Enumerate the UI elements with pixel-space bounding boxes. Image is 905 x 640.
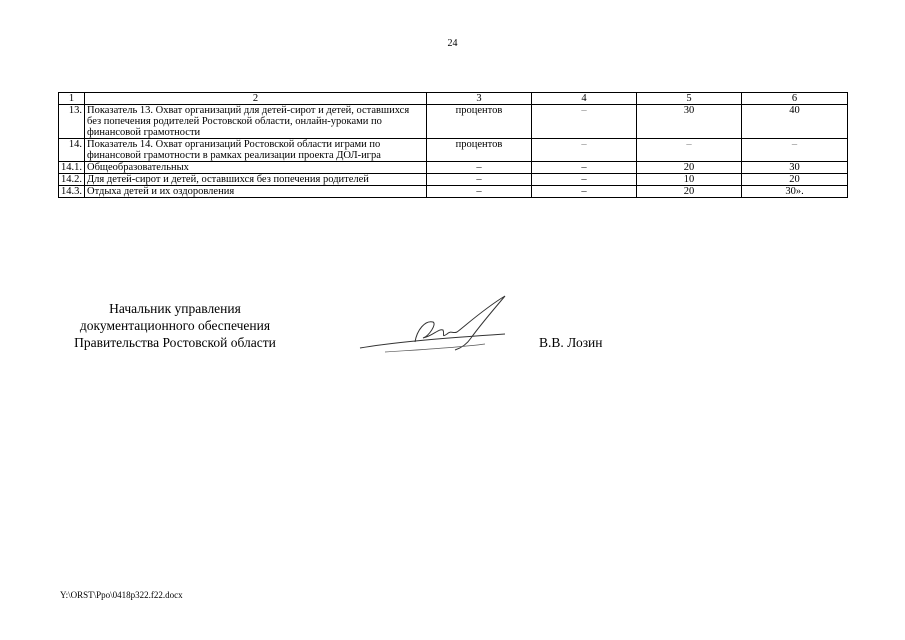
signer-title (40, 300, 310, 351)
unit-cell: – (427, 162, 532, 174)
value-cell: – (742, 139, 848, 162)
signer-name: В.В. Лозин (539, 335, 603, 350)
table-header-row (59, 93, 848, 105)
row-number: 13. (59, 105, 85, 139)
signer-title-line: Начальник управления (109, 301, 241, 316)
value-cell: – (532, 186, 637, 198)
page-number: 24 (447, 38, 458, 49)
unit-cell: – (427, 186, 532, 198)
indicators-table (58, 92, 848, 198)
column-header: 3 (427, 93, 532, 105)
column-header: 6 (742, 93, 848, 105)
signer-title-line: документационного обеспечения (79, 318, 271, 333)
value-cell: 40 (742, 105, 848, 139)
column-header: 4 (532, 93, 637, 105)
value-cell: 20 (742, 174, 848, 186)
indicator-name: Показатель 14. Охват организаций Ростовской области играми по финансовой грамотности в рамках реализации проекта ДОЛ-игра (85, 139, 427, 162)
value-cell: – (532, 139, 637, 162)
value-cell: 20 (637, 162, 742, 174)
column-header: 1 (59, 93, 85, 105)
column-header: 2 (85, 93, 427, 105)
signer-title-line: Правительства Ростовской области (74, 335, 276, 350)
unit-cell: процентов (427, 105, 532, 139)
indicator-name: Для детей-сирот и детей, оставшихся без попечения родителей (85, 174, 427, 186)
value-cell: 30». (742, 186, 848, 198)
value-cell: – (532, 174, 637, 186)
row-number: 14.3. (59, 186, 85, 198)
value-cell: 20 (637, 186, 742, 198)
table-row (59, 174, 848, 186)
table-row (59, 139, 848, 162)
table-row (59, 162, 848, 174)
table-row (59, 186, 848, 198)
indicator-name: Отдыха детей и их оздоровления (85, 186, 427, 198)
unit-cell: – (427, 174, 532, 186)
row-number: 14.2. (59, 174, 85, 186)
value-cell: – (532, 162, 637, 174)
row-number: 14. (59, 139, 85, 162)
value-cell: 10 (637, 174, 742, 186)
indicator-name: Показатель 13. Охват организаций для детей-сирот и детей, оставшихся без попечения родителей Ростовской области, онлайн-уроками по финансовой грамотности (85, 105, 427, 139)
value-cell: 30 (742, 162, 848, 174)
column-header: 5 (637, 93, 742, 105)
value-cell: – (532, 105, 637, 139)
table-row (59, 105, 848, 139)
value-cell: – (637, 139, 742, 162)
value-cell: 30 (637, 105, 742, 139)
indicator-name: Общеобразовательных (85, 162, 427, 174)
handwritten-signature (355, 290, 515, 360)
unit-cell: процентов (427, 139, 532, 162)
row-number: 14.1. (59, 162, 85, 174)
file-path: Y:\ORST\Ppo\0418p322.f22.docx (60, 590, 183, 600)
